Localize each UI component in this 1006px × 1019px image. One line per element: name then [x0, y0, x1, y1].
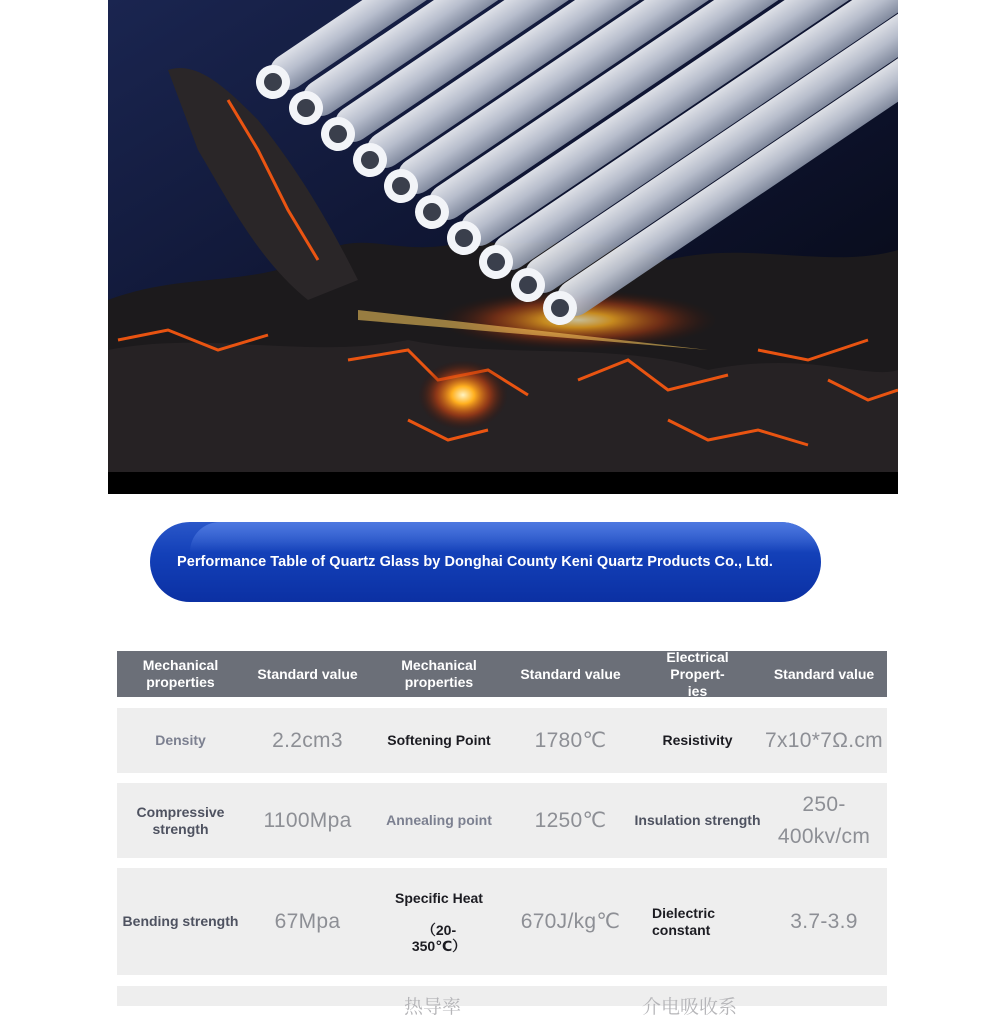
property-value: 2.2cm3	[272, 728, 343, 752]
header-cell: Standard value	[257, 665, 358, 682]
property-value: 67Mpa	[274, 909, 341, 933]
header-cell: Mechanical properties	[142, 657, 219, 690]
table-row	[117, 986, 887, 1018]
table-row	[117, 868, 887, 975]
table-row	[117, 783, 887, 858]
quartz-tubes-lava-illustration	[108, 0, 898, 494]
property-label: Annealing point	[386, 812, 492, 828]
property-label: Softening Point	[387, 732, 491, 748]
property-label: Insulation strength	[634, 812, 761, 828]
property-label: Bending strength	[122, 913, 239, 929]
banner-shine	[190, 522, 820, 552]
header-cell: Standard value	[773, 665, 875, 682]
property-label: Resistivity	[662, 732, 733, 748]
header-cell: Mechanical properties	[401, 657, 477, 690]
property-label: 介电吸收系	[642, 997, 738, 1018]
property-value: 670J/kg℃	[520, 909, 621, 933]
header-cell: Standard value	[520, 665, 621, 682]
property-label: Density	[155, 732, 206, 748]
property-label: Dielectric constant	[652, 904, 716, 938]
table-header	[117, 648, 887, 699]
property-value: 250- 400kv/cm	[777, 792, 871, 848]
banner-title: Performance Table of Quartz Glass by Donghai County Keni Quartz Products Co., Ltd.	[177, 554, 773, 570]
table-row	[117, 708, 887, 773]
property-value: 1100Mpa	[263, 808, 352, 832]
property-label: Compressive strength	[136, 803, 225, 837]
hero-image	[108, 0, 898, 494]
property-label: Specific Heat （20- 350℃）	[395, 889, 483, 954]
title-banner	[150, 522, 821, 602]
property-value: 1250℃	[534, 808, 607, 832]
property-label: 热导率	[404, 997, 462, 1018]
header-cell: Electrical Propert- ies	[666, 648, 729, 699]
property-value: 1780℃	[534, 728, 607, 752]
property-value: 7x10*7Ω.cm	[765, 728, 883, 752]
property-value: 3.7-3.9	[790, 909, 858, 933]
